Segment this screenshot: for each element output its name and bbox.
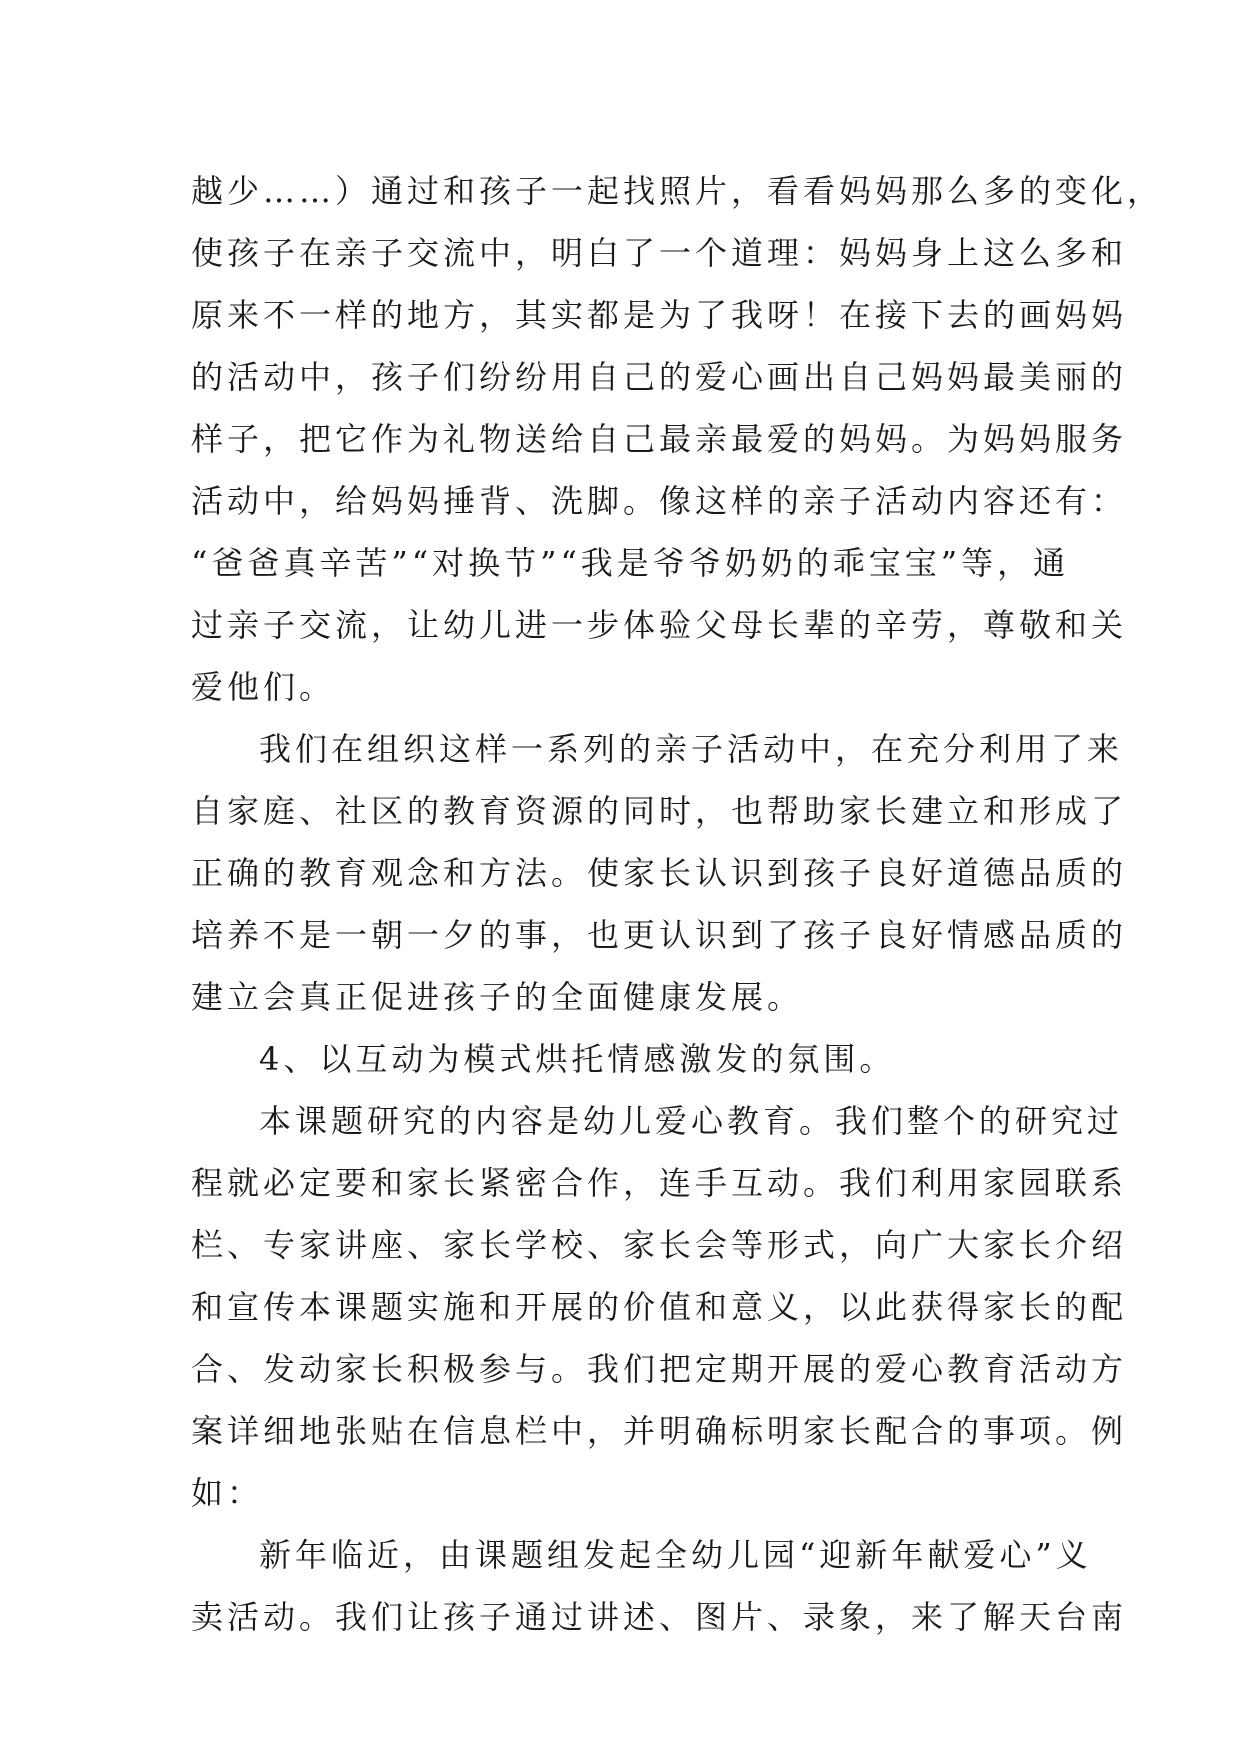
text-line: “爸爸真辛苦”“对换节”“我是爷爷奶奶的乖宝宝”等，通 xyxy=(191,544,1070,582)
document-body xyxy=(191,160,1164,1648)
text-line: 培养不是一朝一夕的事，也更认识到了孩子良好情感品质的 xyxy=(191,916,1128,954)
text-line: 和宣传本课题实施和开展的价值和意义，以此获得家长的配 xyxy=(191,1288,1128,1326)
text-line: 正确的教育观念和方法。使家长认识到孩子良好道德品质的 xyxy=(191,854,1128,892)
text-line: 使孩子在亲子交流中，明白了一个道理：妈妈身上这么多和 xyxy=(191,234,1128,272)
text-line: 过亲子交流，让幼儿进一步体验父母长辈的辛劳，尊敬和关 xyxy=(191,606,1128,644)
text-line: 案详细地张贴在信息栏中，并明确标明家长配合的事项。例 xyxy=(191,1412,1128,1450)
text-line: 原来不一样的地方，其实都是为了我呀！在接下去的画妈妈 xyxy=(191,296,1128,334)
paragraph-start-line: 我们在组织这样一系列的亲子活动中，在充分利用了来 xyxy=(259,730,1124,768)
text-line: 合、发动家长积极参与。我们把定期开展的爱心教育活动方 xyxy=(191,1350,1128,1388)
text-line: 建立会真正促进孩子的全面健康发展。 xyxy=(191,978,804,1016)
paragraph-start-line: 本课题研究的内容是幼儿爱心教育。我们整个的研究过 xyxy=(259,1102,1124,1140)
text-line: 如： xyxy=(191,1474,264,1512)
section-heading: 4、以互动为模式烘托情感激发的氛围。 xyxy=(259,1040,896,1078)
text-line: 程就必定要和家长紧密合作，连手互动。我们利用家园联系 xyxy=(191,1164,1128,1202)
text-line: 栏、专家讲座、家长学校、家长会等形式，向广大家长介绍 xyxy=(191,1226,1128,1264)
text-line: 自家庭、社区的教育资源的同时，也帮助家长建立和形成了 xyxy=(191,792,1128,830)
text-line: 样子，把它作为礼物送给自己最亲最爱的妈妈。为妈妈服务 xyxy=(191,420,1128,458)
text-line: 卖活动。我们让孩子通过讲述、图片、录象，来了解天台南 xyxy=(191,1598,1128,1636)
text-line: 活动中，给妈妈捶背、洗脚。像这样的亲子活动内容还有： xyxy=(191,482,1128,520)
paragraph-start-line: 新年临近，由课题组发起全幼儿园“迎新年献爱心”义 xyxy=(259,1536,1092,1574)
text-line: 越少……）通过和孩子一起找照片，看看妈妈那么多的变化， xyxy=(191,172,1164,210)
text-line: 爱他们。 xyxy=(191,668,336,706)
text-line: 的活动中，孩子们纷纷用自己的爱心画出自己妈妈最美丽的 xyxy=(191,358,1128,396)
